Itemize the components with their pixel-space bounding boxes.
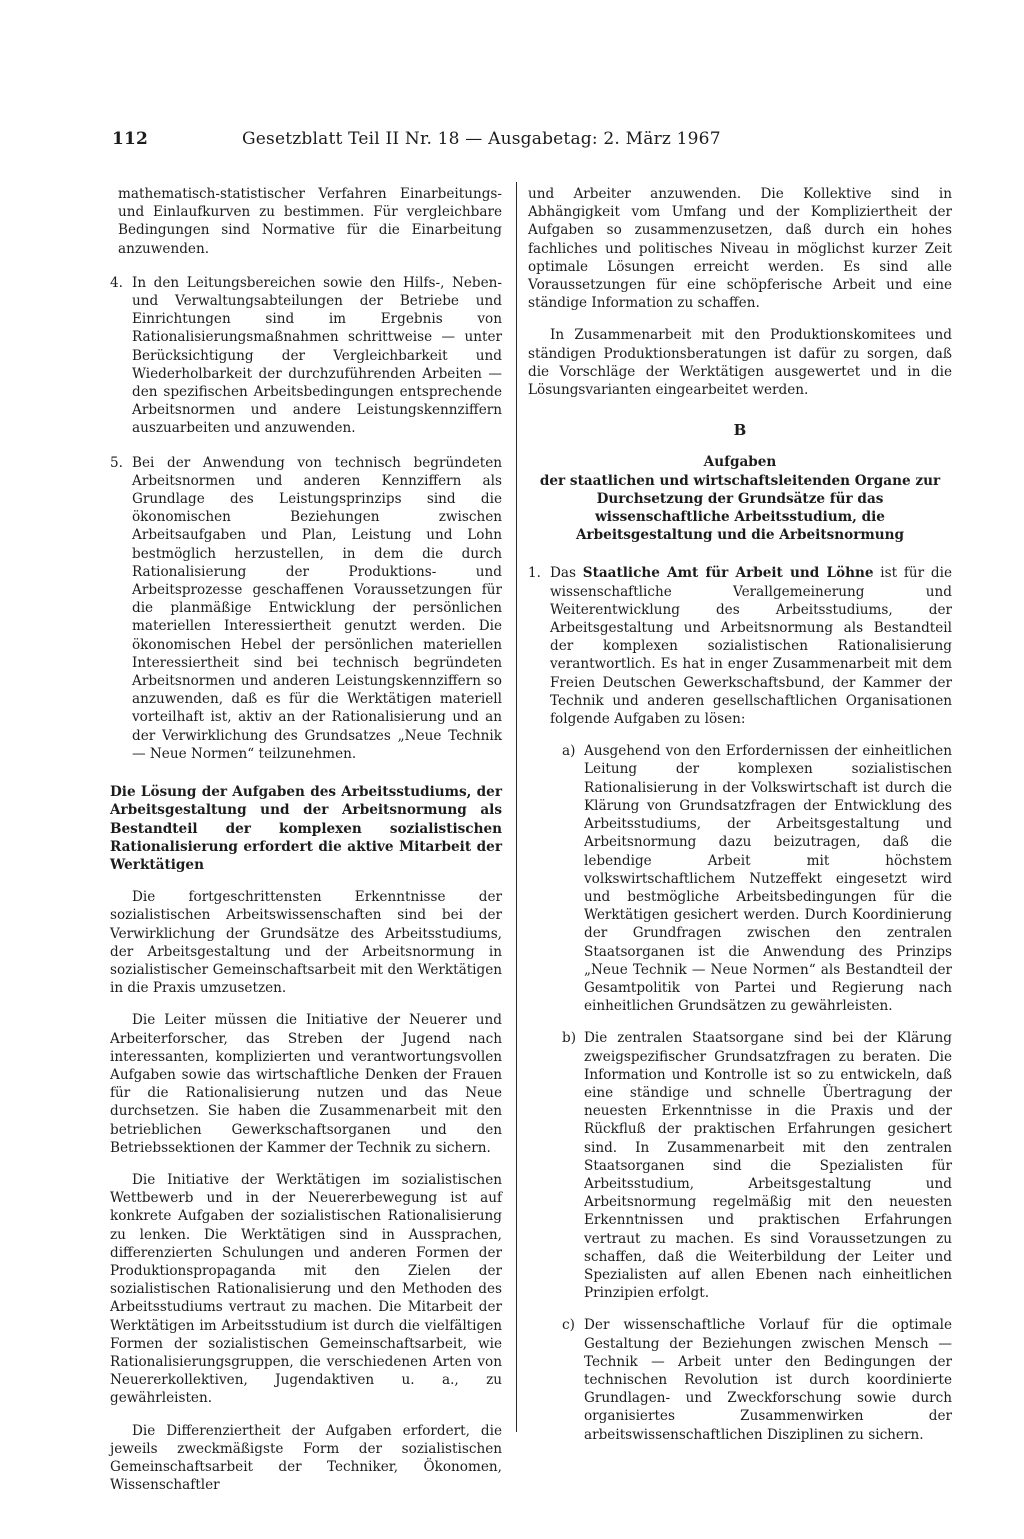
list-item-5 — [110, 454, 502, 763]
continued-paragraph: mathematisch-statistischer Verfahren Einarbeitungs- und Einlaufkurven zu bestimmen. Für vergleichbare Bedingungen sind Normative für die Einarbeitung anzuwenden. — [118, 186, 502, 257]
paragraph: In Zusammenarbeit mit den Produktionskomitees und ständigen Produktionsberatungen ist dafür zu sorgen, daß die Vorschläge der Werktätigen ausgewertet und in die Lösungsvarianten eingearbeitet werden. — [528, 327, 952, 399]
column-divider — [516, 182, 517, 1432]
list-item-4 — [110, 274, 502, 438]
sub-item-label: a) — [562, 743, 576, 760]
sub-item-b — [528, 1029, 952, 1302]
continued-paragraph: und Arbeiter anzuwenden. Die Kollektive sind in Abhängigkeit vom Umfang und der Kompliziertheit der Aufgaben so zusammenzusetzen, daß durch ein hohes fachliches und politisches Niveau in möglichst kurzer Zeit optimale Lösungen erreicht werden. Es sind alle Voraussetzungen für eine schöpferische Arbeit und eine ständige Information zu schaffen. — [528, 186, 952, 312]
page-number: 112 — [112, 129, 149, 149]
sub-item-label: b) — [562, 1030, 577, 1047]
item-number: 1. — [528, 565, 541, 582]
sub-item-label: c) — [562, 1317, 575, 1334]
paragraph: Die Initiative der Werktätigen im sozialistischen Wettbewerb und in der Neuererbewegung ist auf konkrete Aufgaben der sozialistischen Rationalisierung zu lenken. Die Werktätigen sind in Aussprachen, differenzierten Schulungen und anderen Formen der Produktionspropaganda mit den Zielen der sozialistischen Rationalisierung und den Methoden des Arbeitsstudiums vertraut zu machen. Die Mitarbeit der Werktätigen im Arbeitsstudium ist durch die vielfältigen Formen der sozialistischen Gemeinschaftsarbeit, wie Rationalisierungsgruppen, die verschiedenen Arten von Neuererkollektiven, Jugendaktiven u. a., zu gewährleisten. — [110, 1171, 502, 1407]
sub-item-c — [528, 1316, 952, 1443]
section-subtitle: der staatlichen und wirtschaftsleitenden Organe zur Durchsetzung der Grundsätze für das wissenschaftliche Arbeitsstudium, die Arbeitsgestaltung und die Arbeitsnormung — [539, 472, 941, 544]
item-text-pre: Das — [550, 565, 583, 582]
section-letter: B — [733, 421, 747, 440]
authority-name: Staatliche Amt für Arbeit und Löhne — [582, 565, 874, 582]
item-text: In den Leitungsbereichen sowie den Hilfs-, Neben- und Verwaltungsabteilungen der Betriebe und Einrichtungen sind im Ergebnis von Rationalisierungsmaßnahmen schrittweise — unter Berücksichtigung der Vergleichbarkeit und Wiederholbarkeit der durchzuführenden Arbeiten — den spezifischen Arbeitsbedingungen entsprechende Arbeitsnormen und andere Leistungskennziffern auszuarbeiten und anzuwenden. — [132, 274, 502, 437]
section-title: Aufgaben — [703, 454, 777, 471]
section-heading: Die Lösung der Aufgaben des Arbeitsstudiums, der Arbeitsgestaltung und der Arbeitsnormung als Bestandteil der komplexen sozialistischen Rationalisierung erfordert die aktive Mitarbeit der Werktätigen — [110, 784, 502, 873]
sub-item-text: Ausgehend von den Erfordernissen der einheitlichen Leitung der komplexen sozialistischen Rationalisierung in der Volkswirtschaft ist durch die Klärung von Grundsatzfragen der Entwicklung des Arbeitsstudiums, der Arbeitsgestaltung und Arbeitsnormung dazu beizutragen, daß die lebendige Arbeit mit höchstem volkswirtschaftlichem Nutzeffekt eingesetzt wird und bestmögliche Arbeitsbedingungen für die Werktätigen gesichert werden. Durch Koordinierung der Grundfragen zwischen den zentralen Staatsorganen ist die Anwendung des Prinzips „Neue Technik — Neue Normen“ als Bestandteil der Gesamtpolitik von Partei und Regierung nach einheitlichen Grundsätzen zu gewährleisten. — [584, 743, 952, 1015]
sub-item-text: Die zentralen Staatsorgane sind bei der Klärung zweigspezifischer Grundsatzfragen zu beraten. Die Information und Kontrolle ist so zu entwickeln, daß eine ständige und schnelle Übertragung der neuesten Erkenntnisse in die Praxis und der Rückfluß der praktischen Erfahrungen gesichert sind. In Zusammenarbeit mit den zentralen Staatsorganen sind die Spezialisten für Arbeitsstudium, Arbeitsgestaltung und Arbeitsnormung regelmäßig mit den neuesten Erkenntnissen und praktischen Erfahrungen vertraut zu machen. Es sind Voraussetzungen zu schaffen, daß die Weiterbildung der Leiter und Spezialisten auf allen Ebenen nach einheitlichen Prinzipien erfolgt. — [584, 1030, 952, 1302]
page-header — [112, 129, 772, 153]
item-number: 5. — [110, 454, 123, 471]
item-text-post: ist für die wissenschaftliche Verallgemeinerung und Weiterentwicklung des Arbeitsstudiums, der Arbeitsgestaltung und Arbeitsnormung als Bestandteil der komplexen sozialistischen Rationalisierung verantwortlich. Es hat in enger Zusammenarbeit mit dem Freien Deutschen Gewerkschaftsbund, der Kammer der Technik und anderen gesellschaftlichen Organisationen folgende Aufgaben zu lösen: — [550, 565, 952, 728]
right-column — [528, 185, 952, 1444]
item-text — [550, 564, 952, 728]
list-item-1 — [528, 564, 952, 728]
paragraph: Die fortgeschrittensten Erkenntnisse der sozialistischen Arbeitswissenschaften sind bei der Verwirklichung der Grundsätze des Arbeitsstudiums, der Arbeitsgestaltung und der Arbeitsnormung in sozialistischer Gemeinschaftsarbeit mit den Werktätigen in die Praxis umzusetzen. — [110, 889, 502, 997]
left-column — [110, 185, 502, 1494]
sub-item-text: Der wissenschaftliche Vorlauf für die optimale Gestaltung der Beziehungen zwischen Mensch — Technik — Arbeit unter den Bedingungen der technischen Revolution ist durch koordinierte Grundlagen- und Zweckforschung sowie durch organisiertes Zusammenwirken der arbeitswissenschaftlichen Disziplinen zu sichern. — [584, 1317, 952, 1443]
running-title: Gesetzblatt Teil II Nr. 18 — Ausgabetag: 2. März 1967 — [242, 129, 721, 149]
paragraph: Die Differenziertheit der Aufgaben erfordert, die jeweils zweckmäßigste Form der sozialistischen Gemeinschaftsarbeit der Techniker, Ökonomen, Wissenschaftler — [110, 1422, 502, 1494]
sub-item-a — [528, 742, 952, 1015]
item-text: Bei der Anwendung von technisch begründeten Arbeitsnormen und anderen Kennziffern als Grundlage des Leistungsprinzips sind die ökonomischen Beziehungen zwischen Arbeitsaufgaben und Plan, Leistung und Lohn bestmöglich herzustellen, in dem die durch Rationalisierung der Produktions- und Arbeitsprozesse geschaffenen Voraussetzungen für die planmäßige Entwicklung der persönlichen materiellen Interessiertheit genutzt werden. Die ökonomischen Hebel der persönlichen materiellen Interessiertheit sind bei technisch begründeten Arbeitsnormen und anderen Leistungskennziffern so anzuwenden, daß es für die Werktätigen materiell vorteilhaft ist, aktiv an der Rationalisierung und an der Verwirklichung des Grundsatzes „Neue Technik — Neue Normen“ teilzunehmen. — [132, 454, 502, 762]
item-number: 4. — [110, 274, 123, 291]
paragraph: Die Leiter müssen die Initiative der Neuerer und Arbeiterforscher, das Streben der Jugend nach interessanten, komplizierten und verantwortungsvollen Aufgaben sowie das wirtschaftliche Denken der Frauen für die Rationalisierung nutzen und das Neue durchsetzen. Sie haben die Zusammenarbeit mit den betrieblichen Gewerkschaftsorganen und den Betriebssektionen der Kammer der Technik zu sichern. — [110, 1012, 502, 1156]
